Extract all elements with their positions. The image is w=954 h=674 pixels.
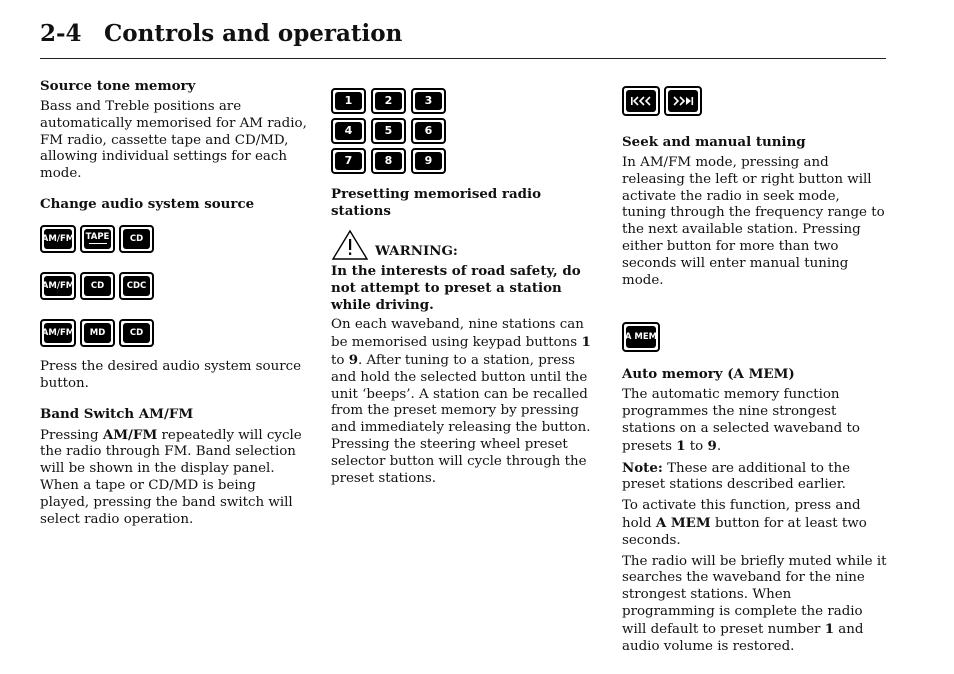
preset-2-button: 2 (371, 88, 406, 114)
note-text: Note: These are additional to the preset stations described earlier. (622, 459, 851, 493)
column-left (40, 78, 308, 528)
seek-forward-icon (670, 95, 696, 107)
preset-1-button: 1 (331, 88, 366, 114)
page-header (40, 18, 886, 59)
band-switch-text: Pressing AM/FM repeatedly will cycle the radio through FM. Band selection will be shown in the display panel. When a tape or CD/MD is being played, pressing the band switch will select radio operation. (40, 426, 302, 527)
preset-8-button: 8 (371, 148, 406, 174)
activate-text: To activate this function, press and hold A MEM button for at least two seconds. (622, 498, 867, 548)
page-title: Controls and operation (104, 20, 403, 47)
seek-buttons (622, 86, 888, 116)
preset-5-button: 5 (371, 118, 406, 144)
seek-back-icon (628, 95, 654, 107)
preset-7-button: 7 (331, 148, 366, 174)
tape-button: TAPE (80, 225, 115, 253)
source-tone-heading: Source tone memory (40, 78, 196, 94)
source-tone-text: Bass and Treble positions are automatically memorised for AM radio, FM radio, cassette tape and CD/MD, allowing individual settings for each mode. (40, 99, 307, 182)
cd-button: CD (80, 272, 115, 300)
preset-6-button: 6 (411, 118, 446, 144)
seek-forward-button (664, 86, 702, 116)
cd-button: CD (119, 319, 154, 347)
am-fm-button: AM/FM (40, 272, 76, 300)
warning-text: In the interests of road safety, do not attempt to preset a station while driving. (331, 263, 581, 313)
band-switch-heading: Band Switch AM/FM (40, 405, 194, 422)
preset-3-button: 3 (411, 88, 446, 114)
cdc-button: CDC (119, 272, 154, 300)
cd-button: CD (119, 225, 154, 253)
column-right (622, 78, 888, 655)
a-mem-button: A MEM (622, 322, 660, 352)
source-buttons-row-2 (40, 272, 308, 300)
am-fm-button: AM/FM (40, 225, 76, 253)
preset-text: On each waveband, nine stations can be memorised using keypad buttons 1 to 9. After tuning to a station, press and hold the selected button until the unit ‘beeps’. A station can be recalled from the preset memory by pressing and immediately releasing the button. Pressing the steering wheel preset selector button will cycle through the preset stations. (331, 317, 591, 486)
column-middle (331, 78, 597, 487)
source-buttons-row-3 (40, 319, 308, 347)
amem-text: The automatic memory function programmes the nine strongest stations on a selected waveband to presets 1 to 9. (622, 387, 860, 454)
seek-text: In AM/FM mode, pressing and releasing the left or right button will activate the radio in seek mode, tuning through the frequency range to the next available station. Pressing either button for more than two seconds will enter manual tuning mode. (622, 155, 885, 288)
preset-4-button: 4 (331, 118, 366, 144)
seek-back-button (622, 86, 660, 116)
preset-keypad (331, 88, 597, 174)
section-number: 2-4 (40, 20, 82, 47)
preset-9-button: 9 (411, 148, 446, 174)
warning-label: WARNING: (331, 229, 597, 261)
change-source-heading: Change audio system source (40, 195, 255, 212)
press-source-text: Press the desired audio system source button. (40, 358, 302, 391)
muted-text: The radio will be briefly muted while it searches the waveband for the nine strongest stations. When programming is complete the radio will default to preset number 1 and audio volume is restored. (622, 553, 887, 654)
source-buttons-row-1 (40, 225, 308, 253)
md-button: MD (80, 319, 115, 347)
preset-heading: Presetting memorised radio stations (331, 186, 542, 219)
am-fm-button: AM/FM (40, 319, 76, 347)
amem-heading: Auto memory (A MEM) (622, 366, 795, 383)
seek-heading: Seek and manual tuning (622, 134, 806, 150)
warning-triangle-icon (331, 229, 369, 261)
